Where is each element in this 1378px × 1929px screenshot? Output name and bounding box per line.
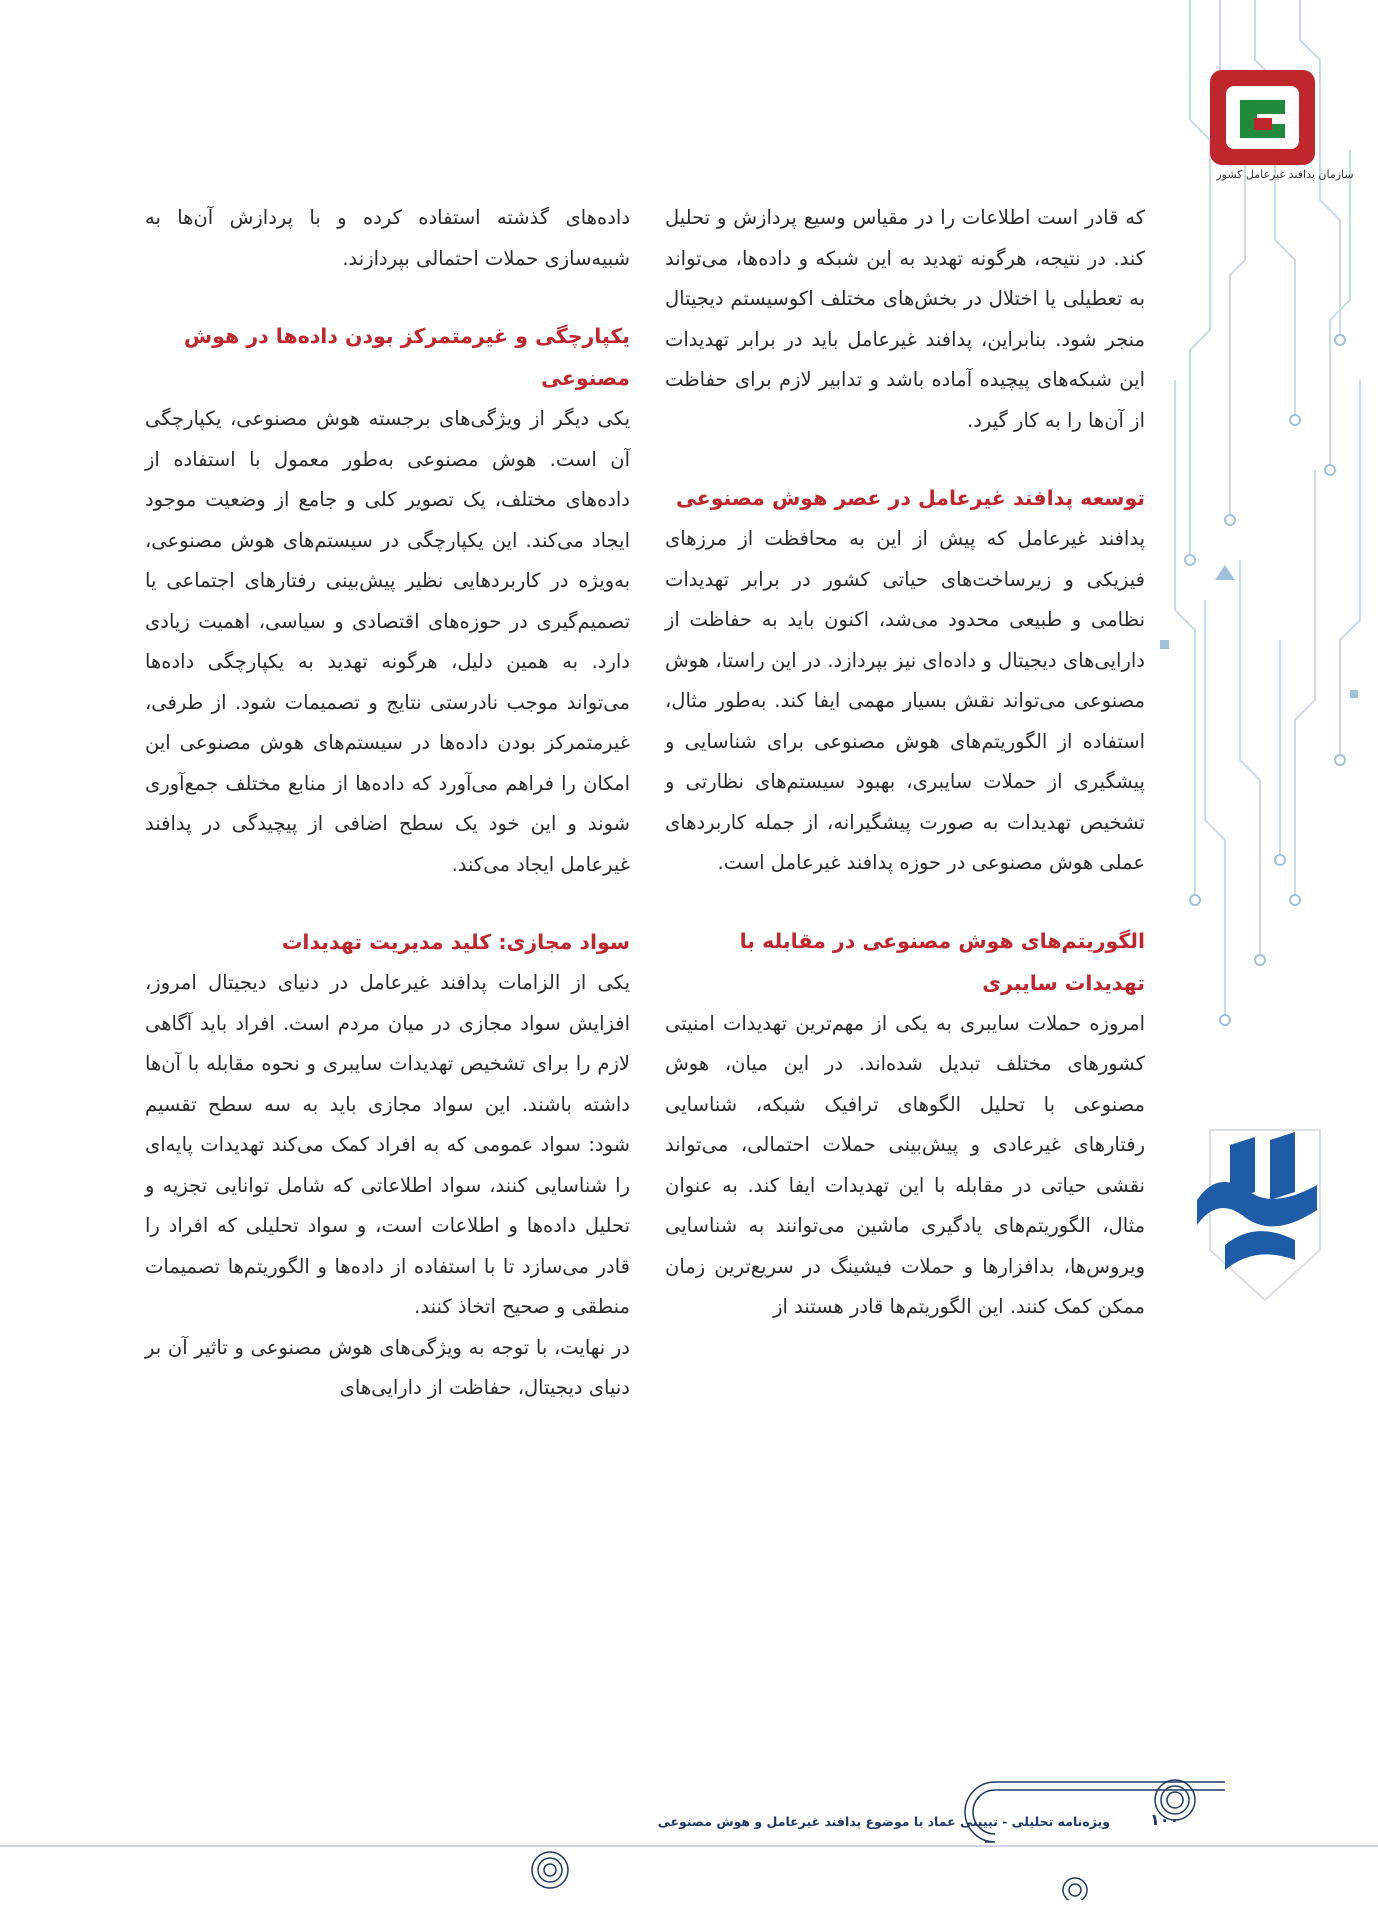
paragraph: یکی از الزامات پدافند غیرعامل در دنیای دیجیتال امروز، افزایش سواد مجازی در میان مردم است. افراد باید آگاهی لازم را برای تشخیص تهدیدات سایبری و نحوه مقابله با آن‌ها داشته باشند. این سواد مجازی باید به سه سطح تقسیم شود: سواد عمومی که به افراد کمک می‌کند تهدیدات پایه‌ای را شناسایی کنند، سواد اطلاعاتی که شامل توانایی تجزیه و تحلیل داده‌ها و اطلاعات است، و سواد تحلیلی که افراد را قادر می‌سازد تا با استفاده از داده‌ها و الگوریتم‌ها تصمیمات منطقی و صحیح اتخاذ کنند.	[145, 971, 630, 1318]
organization-logo	[1210, 60, 1360, 185]
footer-decoration-small	[495, 1830, 605, 1910]
paragraph: که قادر است اطلاعات را در مقیاس وسیع پردازش و تحلیل کند. در نتیجه، هرگونه تهدید به این شبکه و داده‌ها، می‌تواند به تعطیلی یا اختلال در بخش‌های مختلف اکوسیستم دیجیتال منجر شود. بنابراین، پدافند غیرعامل باید در برابر تهدیدات این شبکه‌های پیچیده آماده باشد و تدابیر لازم برای حفاظت از آن‌ها را به کار گیرد.	[665, 206, 1145, 432]
paragraph: در نهایت، با توجه به ویژگی‌های هوش مصنوعی و تاثیر آن بر دنیای دیجیتال، حفاظت از دارایی‌های	[145, 1335, 630, 1399]
paragraph: امروزه حملات سایبری به یکی از مهم‌ترین تهدیدات امنیتی کشورهای مختلف تبدیل شده‌اند. در این میان، هوش مصنوعی با تحلیل الگوهای ترافیک شبکه، شناسایی رفتارهای غیرعادی و پیش‌بینی حملات احتمالی، می‌تواند نقشی حیاتی در مقابله با این تهدیدات ایفا کند. به عنوان مثال، الگوریتم‌های یادگیری ماشین می‌توانند به شناسایی ویروس‌ها، بدافزارها و حملات فیشینگ در سریع‌ترین زمان ممکن کمک کنند. این الگوریتم‌ها قادر هستند از	[665, 1011, 1145, 1318]
section-heading: یکپارچگی و غیرمتمرکز بودن داده‌ها در هوش مصنوعی	[183, 324, 630, 390]
footer-divider	[0, 1845, 1378, 1847]
page-number: ۱۰۰	[1150, 1810, 1180, 1829]
emad-logo	[1185, 1125, 1335, 1305]
article-column-left	[145, 198, 630, 1409]
organization-logo-mark	[1210, 60, 1360, 170]
section-heading: توسعه پدافند غیرعامل در عصر هوش مصنوعی	[675, 486, 1145, 510]
publication-title: ویژه‌نامه تحلیلی - تبیینی عماد با موضوع پدافند غیرعامل و هوش مصنوعی	[657, 1814, 1110, 1829]
paragraph: داده‌های گذشته استفاده کرده و با پردازش آن‌ها به شبیه‌سازی حملات احتمالی بپردازند.	[145, 206, 630, 270]
footer-decoration	[955, 1760, 1235, 1900]
article-column-right	[665, 198, 1145, 1328]
paragraph: پدافند غیرعامل که پیش از این به محافظت از مرزهای فیزیکی و زیرساخت‌های حیاتی کشور در برابر تهدیدات نظامی و طبیعی محدود می‌شد، اکنون باید به حفاظت از دارایی‌های دیجیتال و داده‌ای نیز بپردازد. در این راستا، هوش مصنوعی می‌تواند نقش بسیار مهمی ایفا کند. به‌طور مثال، استفاده از الگوریتم‌های هوش مصنوعی برای شناسایی و پیشگیری از حملات سایبری، بهبود سیستم‌های نظارتی و تشخیص تهدیدات به صورت پیشگیرانه، از جمله کاربردهای عملی هوش مصنوعی در حوزه پدافند غیرعامل است.	[665, 527, 1145, 874]
section-heading: سواد مجازی: کلید مدیریت تهدیدات	[281, 930, 630, 954]
section-heading: الگوریتم‌های هوش مصنوعی در مقابله با تهدیدات سایبری	[739, 928, 1145, 995]
paragraph: یکی دیگر از ویژگی‌های برجسته هوش مصنوعی، یکپارچگی آن است. هوش مصنوعی به‌طور معمول با استفاده از داده‌های مختلف، یک تصویر کلی و جامع از وضعیت موجود ایجاد می‌کند. این یکپارچگی در سیستم‌های هوش مصنوعی، به‌ویژه در کاربردهایی نظیر پیش‌بینی رفتارهای اجتماعی یا تصمیم‌گیری در حوزه‌های اقتصادی و سیاسی، اهمیت زیادی دارد. به همین دلیل، هرگونه تهدید به یکپارچگی داده‌ها می‌تواند موجب نادرستی نتایج و تصمیمات شود. از طرفی، غیرمتمرکز بودن داده‌ها در سیستم‌های هوش مصنوعی این امکان را فراهم می‌آورد که داده‌ها از منابع مختلف جمع‌آوری شوند و این خود یک سطح اضافی از پیچیدگی در پدافند غیرعامل ایجاد می‌کند.	[145, 407, 630, 876]
organization-name: سازمان پدافند غیرعامل کشور	[1216, 168, 1354, 181]
